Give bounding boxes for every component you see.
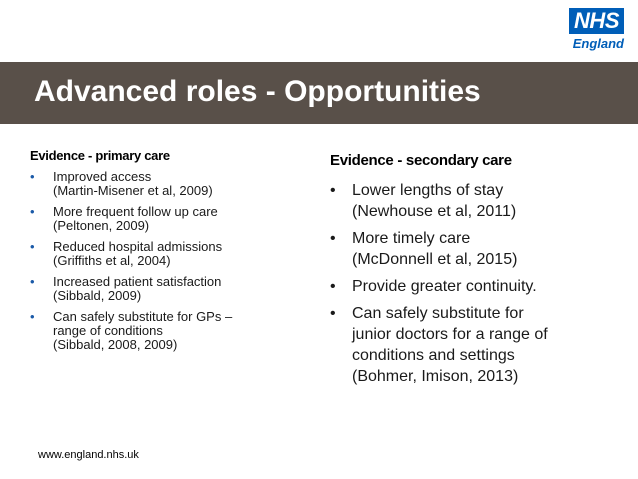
item-line: (Sibbald, 2008, 2009) [53,337,178,352]
item-line: (Peltonen, 2009) [53,218,150,233]
list-item [30,170,290,198]
nhs-england-logo [569,8,624,51]
primary-care-evidence [30,148,290,359]
bullet-icon: • [330,278,336,295]
list-item [30,310,290,352]
bullet-icon: • [330,230,336,247]
item-line: (Bohmer, Imison, 2013) [352,368,519,385]
item-line: Lower lengths of stay [352,182,504,199]
nhs-logo-subtext: England [572,36,624,51]
item-line: (Newhouse et al, 2011) [352,203,517,220]
secondary-care-heading: Evidence - secondary care [330,152,512,169]
bullet-icon: • [330,182,336,199]
bullet-icon: • [30,309,35,324]
list-item [330,303,620,387]
item-line: Provide greater continuity. [352,278,537,295]
item-line: conditions and settings [352,347,515,364]
list-item [330,228,620,270]
nhs-logo-box: NHS [569,8,624,34]
secondary-care-list [330,180,620,387]
title-bar [0,62,638,124]
primary-care-list [30,170,290,352]
list-item [30,275,290,303]
bullet-icon: • [30,204,35,219]
item-line: junior doctors for a range of [352,326,548,343]
item-line: Can safely substitute for GPs – [53,309,233,324]
item-line: Improved access [53,169,152,184]
item-line: Increased patient satisfaction [53,274,222,289]
list-item [30,240,290,268]
list-item [330,276,620,297]
secondary-care-evidence [330,152,620,393]
bullet-icon: • [30,274,35,289]
footer-url[interactable]: www.england.nhs.uk [38,449,139,461]
bullet-icon: • [330,305,336,322]
item-line: (Sibbald, 2009) [53,288,142,303]
item-line: More timely care [352,230,471,247]
item-line: (Martin-Misener et al, 2009) [53,183,213,198]
list-item [30,205,290,233]
slide-title: Advanced roles - Opportunities [34,75,481,108]
bullet-icon: • [30,169,35,184]
bullet-icon: • [30,239,35,254]
item-line: Reduced hospital admissions [53,239,223,254]
item-line: (McDonnell et al, 2015) [352,251,518,268]
primary-care-heading: Evidence - primary care [30,148,170,163]
item-line: (Griffiths et al, 2004) [53,253,171,268]
item-line: More frequent follow up care [53,204,218,219]
list-item [330,180,620,222]
item-line: range of conditions [53,323,163,338]
item-line: Can safely substitute for [352,305,524,322]
